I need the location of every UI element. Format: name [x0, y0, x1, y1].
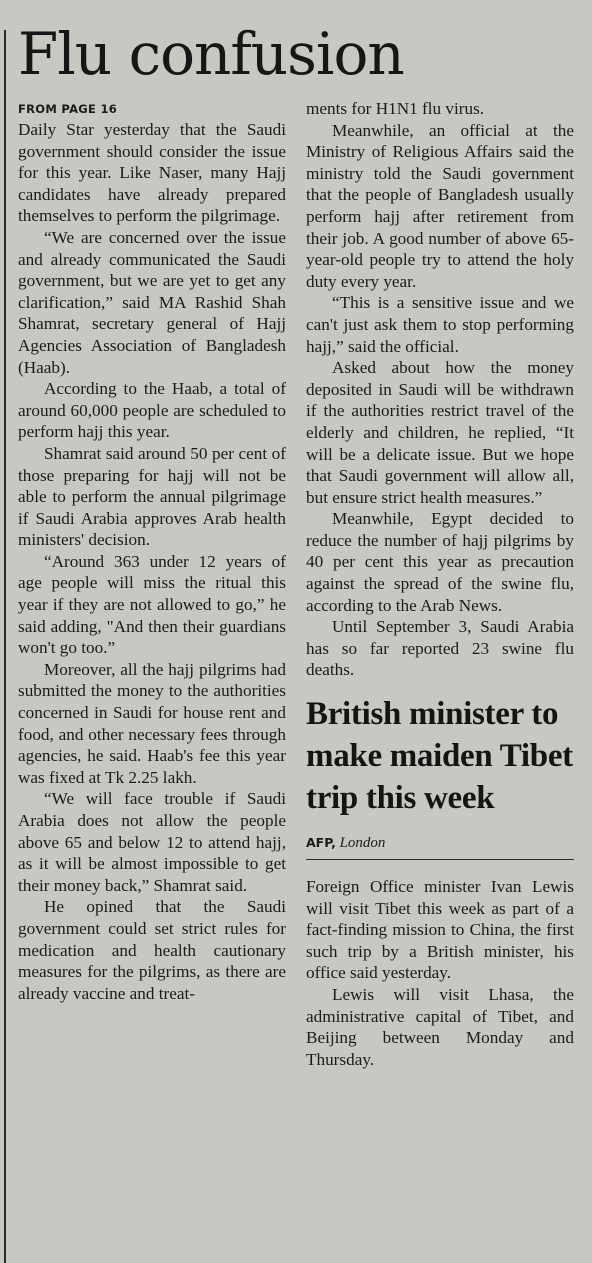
continued-from-kicker: FROM PAGE 16: [18, 102, 118, 116]
byline-agency: AFP,: [306, 835, 336, 851]
article-paragraph: Foreign Office minister Ivan Lewis will visit Tibet this week as part of a fact-finding mission to China, the first such trip by a British minister, his office said yesterday.: [306, 877, 574, 983]
article-paragraph: Lewis will visit Lhasa, the administrative capital of Tibet, and Beijing between Monday and Thursday.: [306, 985, 574, 1069]
column-rule: [4, 30, 6, 1263]
article-paragraph: Until September 3, Saudi Arabia has so far reported 23 swine flu deaths.: [306, 617, 574, 680]
headline: Flu confusion: [18, 20, 404, 88]
article-left-column: [18, 98, 286, 1004]
article-right-column: [306, 98, 574, 1070]
article-paragraph: He opined that the Saudi government could set strict rules for medication and health cautionary measures for the pilgrims, as there are already vaccine and treat-: [18, 897, 286, 1003]
article-paragraph: Moreover, all the hajj pilgrims had submitted the money to the authorities concerned in Saudi for house rent and food, and other necessary fees through agencies, he said. Haab's fee this year was fixed at Tk 2.25 lakh.: [18, 659, 286, 787]
article-paragraph: Meanwhile, an official at the Ministry of Religious Affairs said the ministry told the Saudi government that the people of Bangladesh usually perform hajj after retirement from their job. A good number of above 65-year-old people try to attend the holy duty every year.: [306, 120, 574, 291]
byline-city: London: [339, 835, 386, 852]
article-paragraph: “We are concerned over the issue and already communicated the Saudi government, but we are yet to get any clarification,” said MA Rashid Shah Shamrat, secretary general of Hajj Agencies Association of Bangladesh (Haab).: [18, 227, 286, 377]
second-story-body: [306, 876, 574, 1070]
second-story-byline: [306, 833, 574, 860]
article-paragraph: “This is a sensitive issue and we can't just ask them to stop performing hajj,” said the official.: [306, 293, 574, 356]
article-paragraph: Shamrat said around 50 per cent of those preparing for hajj will not be able to perform the annual pilgrimage if Saudi Arabia approves Arab health ministers' decision.: [18, 443, 286, 550]
article-paragraph: “Around 363 under 12 years of age people will miss the ritual this year if they are not allowed to go,” he said adding, "And then their guardians won't go too.”: [18, 551, 286, 658]
second-story-headline: British minister to make maiden Tibet trip this week: [306, 696, 573, 817]
article-paragraph: Daily Star yesterday that the Saudi government should consider the issue for this year. Like Naser, many Hajj candidates have already prepared themselves to perform the pilgrimage.: [18, 120, 286, 226]
article-paragraph: According to the Haab, a total of around 60,000 people are scheduled to perform hajj this year.: [18, 379, 286, 442]
article-paragraph: Meanwhile, Egypt decided to reduce the number of hajj pilgrims by 40 per cent this year as precaution against the spread of the swine flu, according to the Arab News.: [306, 509, 574, 615]
article-paragraph: “We will face trouble if Saudi Arabia does not allow the people above 65 and below 12 to attend hajj, as it will be almost impossible to get their money back,” Shamrat said.: [18, 789, 286, 895]
article-paragraph: ments for H1N1 flu virus.: [306, 99, 485, 118]
article-paragraph: Asked about how the money deposited in Saudi will be withdrawn if the authorities restrict travel of the elderly and children, he replied, “It will be a delicate issue. But we hope that Saudi government will allow all, but ensure strict health measures.”: [306, 358, 574, 507]
